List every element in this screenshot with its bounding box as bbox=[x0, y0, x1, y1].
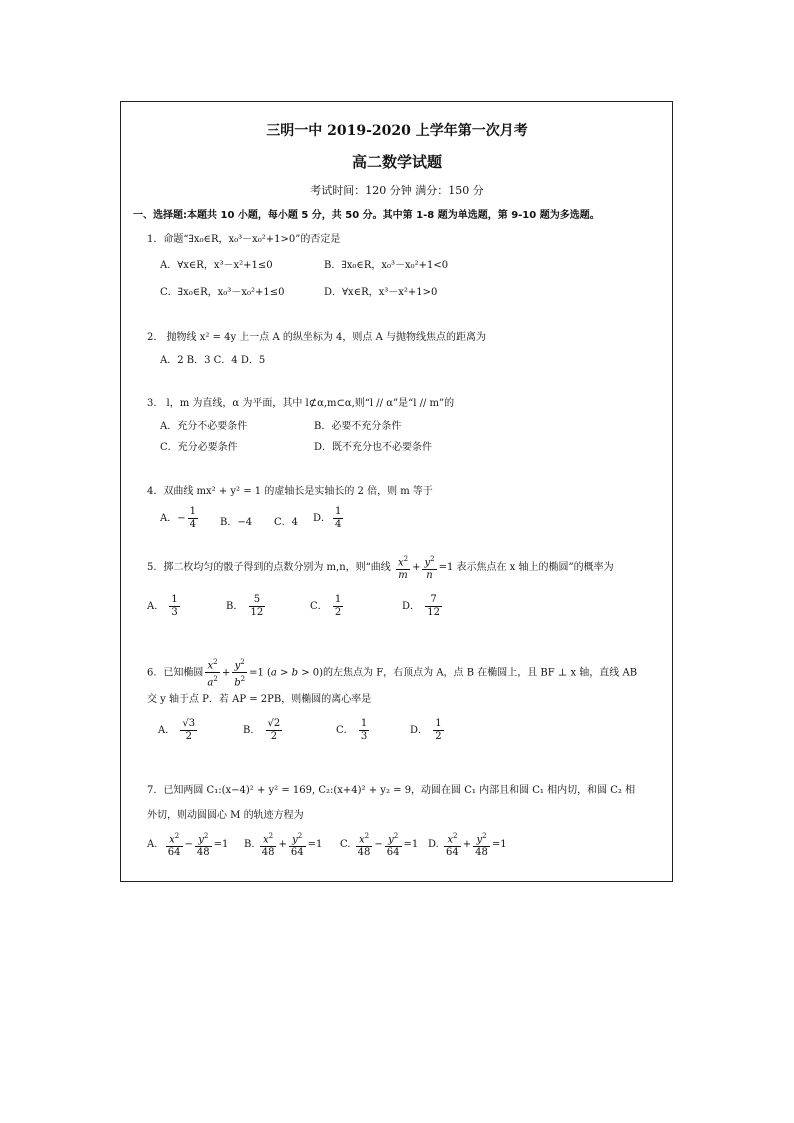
numerator: 7 bbox=[425, 594, 442, 607]
question-7-option-a: A. $\frac{x^2}{64}$ − $\frac{y^2}{48}$ =1 bbox=[147, 832, 229, 859]
question-7-option-d: D. $\frac{x^2}{64}$ + $\frac{y^2}{48}$ =1 bbox=[428, 832, 507, 859]
numerator: 1 bbox=[435, 718, 442, 729]
question-7-option-d-label: D. bbox=[428, 839, 439, 851]
question-4-stem: 4．双曲线 mx² + y² = 1 的虚轴长是实轴长的 2 倍，则 m 等于 bbox=[147, 486, 433, 497]
fraction bbox=[289, 830, 306, 859]
fraction bbox=[422, 553, 436, 582]
numerator: $x^2$ bbox=[356, 830, 373, 847]
numerator: 1 bbox=[334, 594, 342, 605]
question-1-option-a: A．∀x∈R，x³－x²+1≤0 bbox=[160, 260, 273, 271]
numerator: √3 bbox=[182, 718, 196, 729]
question-7-stem-line2: 外切，则动圆圆心 M 的轨迹方程为 bbox=[147, 810, 304, 821]
denominator: n bbox=[426, 570, 433, 582]
fraction bbox=[433, 718, 443, 743]
fraction bbox=[195, 830, 212, 859]
denominator: m bbox=[398, 570, 408, 582]
question-2-options: A．2 B．3 C．4 D．5 bbox=[160, 355, 266, 366]
question-1-option-d: D．∀x∈R，x³－x²+1>0 bbox=[324, 287, 438, 298]
fraction bbox=[249, 594, 266, 619]
fraction bbox=[356, 830, 373, 859]
denominator: 48 bbox=[475, 847, 488, 859]
fraction bbox=[188, 506, 198, 531]
denominator: $b^2$ bbox=[234, 675, 246, 689]
denominator: 48 bbox=[357, 847, 371, 859]
fraction bbox=[166, 830, 183, 859]
fraction bbox=[180, 718, 197, 743]
numerator: $y^2$ bbox=[232, 656, 247, 673]
numerator: √2 bbox=[267, 718, 281, 729]
question-4-option-b: B．−4 bbox=[220, 517, 253, 528]
numerator: $y^2$ bbox=[424, 555, 435, 569]
fraction bbox=[359, 718, 369, 743]
denominator: 2 bbox=[185, 731, 192, 742]
question-6-stem-pre: 6．已知椭圆 bbox=[147, 667, 204, 679]
fraction bbox=[169, 594, 179, 619]
question-3-stem: 3． l，m 为直线，α 为平面，其中 l⊄α,m⊂α,则“l // α”是“l // m”的 bbox=[147, 398, 455, 409]
denominator: 2 bbox=[334, 607, 342, 618]
fraction bbox=[444, 830, 461, 859]
denominator: 4 bbox=[189, 519, 196, 530]
question-7-stem: 7．已知两圆 C₁:(x−4)² + y² = 169, C₂:(x+4)² + y₂ = 9，动圆在圆 C₁ 内部且和圆 C₁ 相内切，和圆 C₂ 相 bbox=[147, 785, 636, 796]
question-4-option-d bbox=[313, 506, 345, 531]
question-6-option-d: D． $\frac{1}{2}$ bbox=[410, 718, 442, 742]
question-4-option-a bbox=[160, 506, 200, 531]
fraction bbox=[205, 656, 219, 690]
question-4-option-a-prefix: A．− bbox=[160, 513, 186, 524]
question-7-option-b: B. $\frac{x^2}{48}$ + $\frac{y^2}{64}$ =1 bbox=[244, 832, 323, 859]
numerator: $x^2$ bbox=[397, 555, 409, 569]
question-6-stem: 6．已知椭圆 $\frac{x^2}{a^2}$ + $\frac{y^2}{b^2}$ =1 (a > b > 0)的左焦点为 F，右顶点为 A，点 B 在椭圆上，且 BF ⊥ x 轴，直线 AB bbox=[147, 658, 638, 689]
denominator: 4 bbox=[335, 519, 342, 530]
section-heading: 一、选择题:本题共 10 小题，每小题 5 分，共 50 分。其中第 1-8 题为单选题，第 9-10 题为多选题。 bbox=[133, 210, 600, 221]
denominator: 64 bbox=[290, 847, 304, 859]
denominator: 2 bbox=[435, 731, 442, 742]
fraction bbox=[396, 553, 410, 582]
fraction bbox=[266, 718, 283, 743]
fraction bbox=[333, 594, 343, 619]
question-6-stem-line2: 交 y 轴于点 P．若 AP = 2PB，则椭圆的离心率是 bbox=[147, 694, 372, 705]
numerator: $y^2$ bbox=[289, 830, 306, 847]
question-3-option-b: B．必要不充分条件 bbox=[314, 421, 402, 432]
question-2-stem: 2． 抛物线 x² = 4y 上一点 A 的纵坐标为 4，则点 A 与抛物线焦点的距离为 bbox=[147, 332, 486, 343]
denominator: 3 bbox=[171, 607, 178, 618]
numerator: $x^2$ bbox=[260, 830, 277, 847]
denominator: 48 bbox=[261, 847, 275, 859]
question-5-stem: 5．掷二枚均匀的骰子得到的点数分别为 m,n，则“曲线 $\frac{x^2}{m}$ + $\frac{y^2}{n}$ =1 表示焦点在 x 轴上的椭圆”的概率为 bbox=[147, 555, 614, 582]
question-3-option-a: A．充分不必要条件 bbox=[160, 421, 248, 432]
numerator: 1 bbox=[335, 506, 342, 517]
question-1-option-c: C．∃x₀∈R，x₀³－x₀²+1≤0 bbox=[160, 287, 285, 298]
fraction bbox=[260, 830, 277, 859]
question-1-stem: 1．命题“∃x₀∈R，x₀³－x₀²+1>0”的否定是 bbox=[147, 234, 341, 245]
question-3-option-d: D．既不充分也不必要条件 bbox=[314, 442, 433, 453]
question-7-option-c: C. $\frac{x^2}{48}$ − $\frac{y^2}{64}$ =1 bbox=[340, 832, 419, 859]
numerator: 1 bbox=[189, 506, 196, 517]
exam-meta: 考试时间：120 分钟 满分：150 分 bbox=[310, 184, 484, 197]
numerator: 1 bbox=[171, 594, 178, 605]
numerator: 5 bbox=[249, 594, 266, 607]
question-5-stem-pre: 5．掷二枚均匀的骰子得到的点数分别为 m,n，则“曲线 bbox=[147, 562, 391, 574]
question-4-option-d-prefix: D． bbox=[313, 513, 332, 524]
question-5-option-a: A． $\frac{1}{3}$ bbox=[147, 594, 178, 618]
fraction bbox=[232, 656, 247, 690]
exam-title: 三明一中 2019-2020 上学年第一次月考 bbox=[266, 123, 528, 139]
question-6-option-b: B． $\frac{√2}{2}$ bbox=[243, 718, 281, 742]
denominator: $a^2$ bbox=[207, 675, 218, 689]
numerator: $x^2$ bbox=[166, 830, 183, 847]
numerator: 1 bbox=[360, 718, 368, 729]
numerator: $x^2$ bbox=[444, 830, 461, 847]
denominator: 2 bbox=[270, 731, 278, 742]
question-5-option-c: C． $\frac{1}{2}$ bbox=[310, 594, 342, 618]
question-6-option-c: C． $\frac{1}{3}$ bbox=[336, 718, 368, 742]
question-7-option-c-label: C. bbox=[340, 839, 351, 851]
fraction bbox=[425, 594, 442, 619]
numerator: $y^2$ bbox=[473, 830, 490, 847]
denominator: 48 bbox=[196, 847, 210, 859]
denominator: 64 bbox=[167, 847, 181, 859]
question-4-option-c: C．4 bbox=[274, 517, 299, 528]
numerator: $y^2$ bbox=[385, 830, 402, 847]
fraction bbox=[473, 830, 490, 859]
denominator: 12 bbox=[427, 607, 440, 618]
question-7-option-b-label: B. bbox=[244, 839, 255, 851]
question-5-option-b: B． $\frac{5}{12}$ bbox=[226, 594, 264, 618]
denominator: 3 bbox=[360, 731, 368, 742]
fraction bbox=[385, 830, 402, 859]
denominator: 64 bbox=[446, 847, 459, 859]
question-7-option-a-label: A. bbox=[147, 839, 158, 851]
exam-subtitle: 高二数学试题 bbox=[351, 153, 442, 171]
fraction bbox=[333, 506, 343, 531]
numerator: $x^2$ bbox=[205, 656, 219, 673]
question-1-option-b: B．∃x₀∈R，x₀³－x₀²+1<0 bbox=[324, 260, 449, 271]
question-6-option-a: A． $\frac{√3}{2}$ bbox=[158, 718, 196, 742]
question-3-option-c: C．充分必要条件 bbox=[160, 442, 238, 453]
question-5-option-d: D． $\frac{7}{12}$ bbox=[402, 594, 440, 618]
denominator: 12 bbox=[250, 607, 264, 618]
question-6-stem-post: 的左焦点为 F，右顶点为 A，点 B 在椭圆上，且 BF ⊥ x 轴，直线 AB bbox=[323, 667, 638, 679]
question-5-stem-post: 表示焦点在 x 轴上的椭圆”的概率为 bbox=[456, 562, 614, 574]
numerator: $y^2$ bbox=[195, 830, 212, 847]
denominator: 64 bbox=[386, 847, 400, 859]
